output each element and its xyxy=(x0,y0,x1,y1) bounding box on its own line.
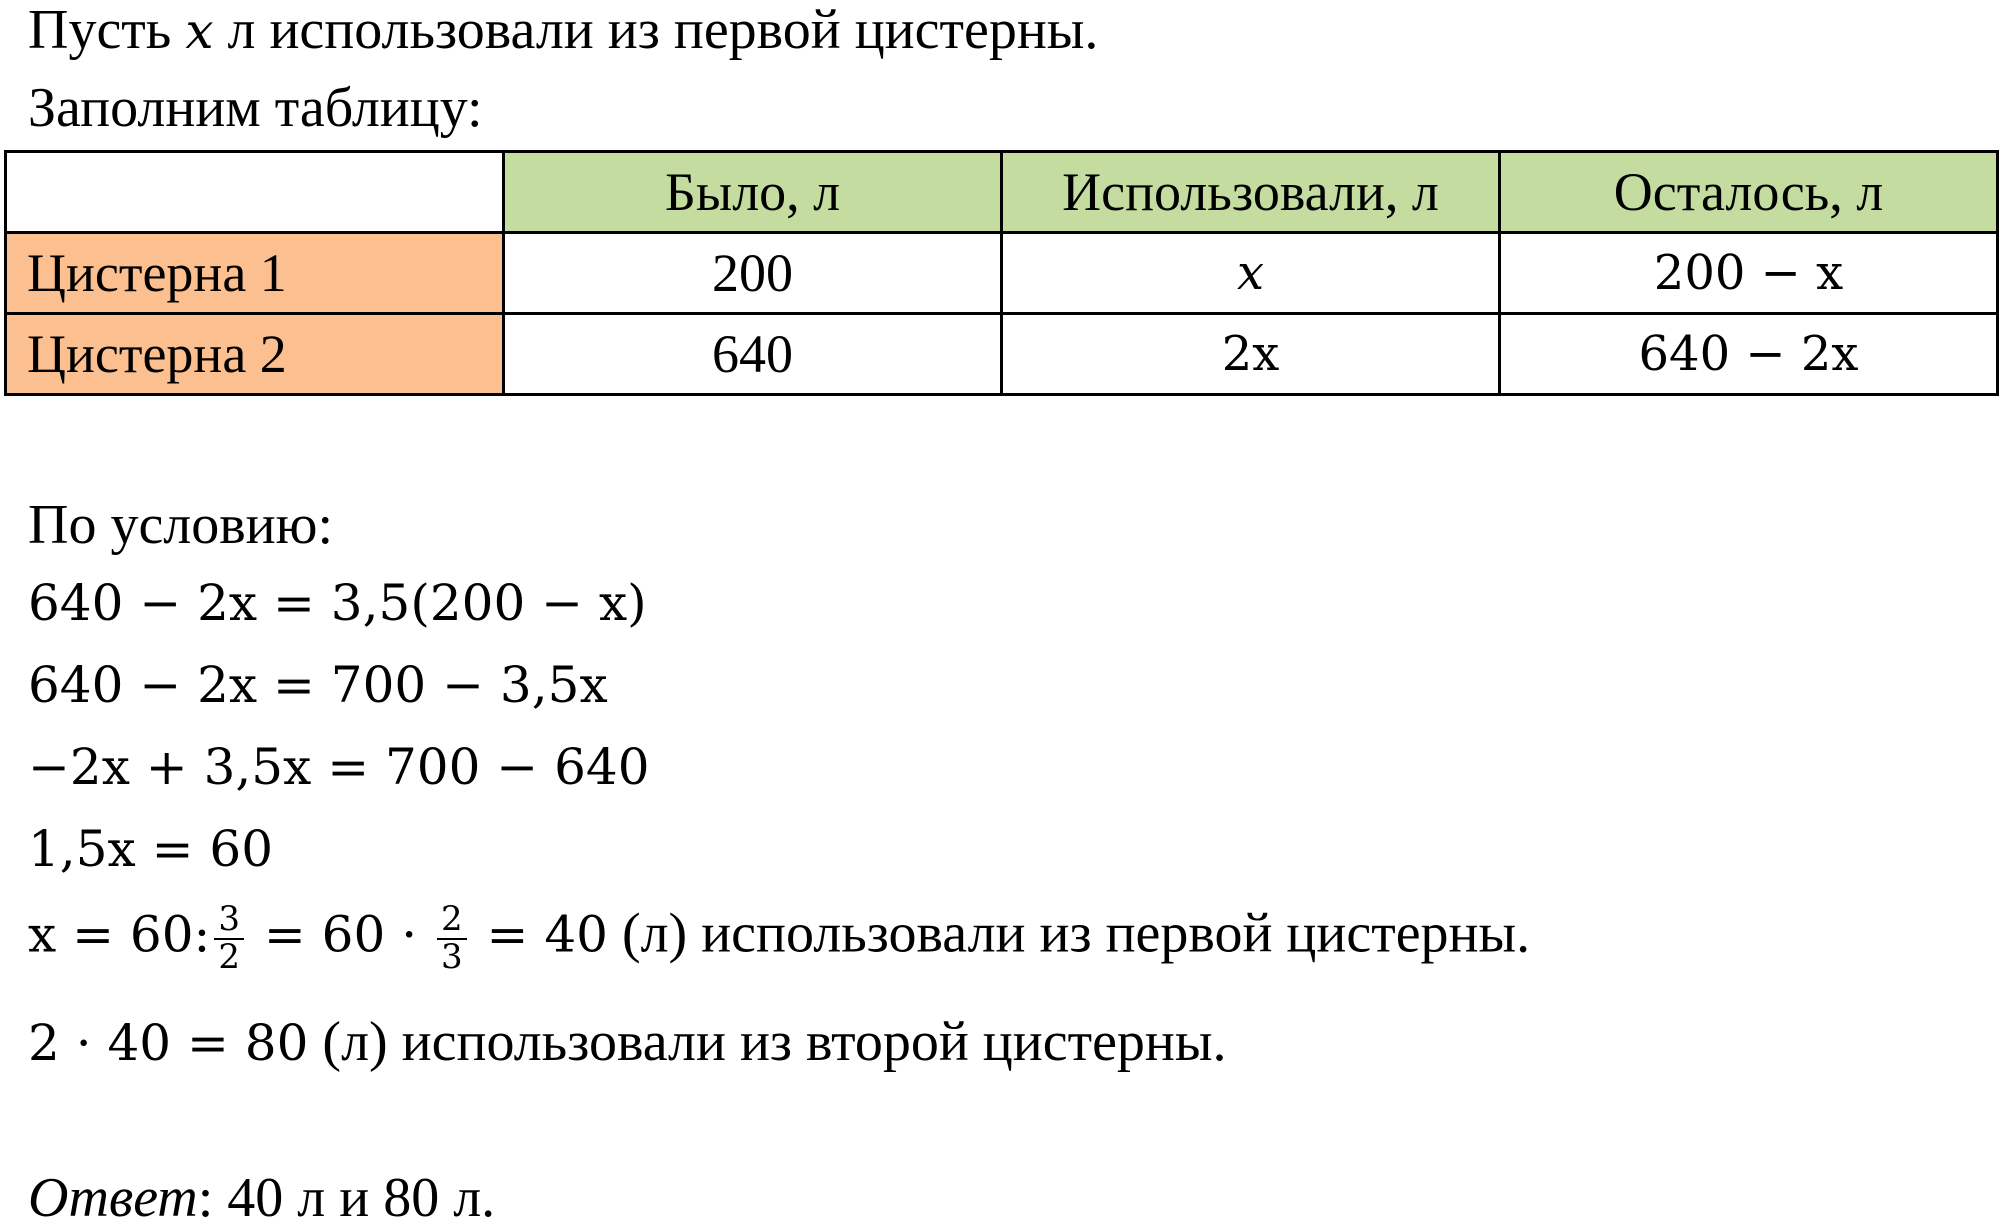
equation-5 xyxy=(28,899,1531,977)
table-cell-was: 640 xyxy=(504,314,1002,395)
table-cell-used: 2x xyxy=(1002,314,1500,395)
equation-3: −2x + 3,5x = 700 − 640 xyxy=(28,738,650,796)
table-header-was: Было, л xyxy=(504,152,1002,233)
answer-text: : 40 л и 80 л. xyxy=(197,1167,496,1229)
answer-label: Ответ xyxy=(28,1167,198,1229)
equation-5-mid: = 60 · xyxy=(248,905,433,964)
intro-line-1 xyxy=(28,0,1099,61)
equation-5-pre: x = 60: xyxy=(28,905,211,964)
equation-6-text: (л) использовали из второй цистерны. xyxy=(308,1011,1227,1073)
fraction-numerator: 3 xyxy=(214,902,244,940)
answer-line xyxy=(28,1167,496,1229)
fraction-numerator: 2 xyxy=(437,902,467,940)
table-header-left: Осталось, л xyxy=(1500,152,1998,233)
equation-2: 640 − 2x = 700 − 3,5x xyxy=(28,656,608,714)
equation-6 xyxy=(28,1011,1227,1073)
intro-line-2: Заполним таблицу: xyxy=(28,77,483,139)
table-cell-left: 200 − x xyxy=(1500,233,1998,314)
table-cell-left: 640 − 2x xyxy=(1500,314,1998,395)
fraction-denominator: 3 xyxy=(441,936,463,977)
equation-1: 640 − 2x = 3,5(200 − x) xyxy=(28,574,647,632)
equation-5-post: = 40 xyxy=(470,905,608,964)
equation-5-text: (л) использовали из первой цистерны. xyxy=(607,902,1531,965)
data-table xyxy=(4,150,1999,396)
intro-line-1-post: л использовали из первой цистерны. xyxy=(213,0,1099,61)
fraction-denominator: 2 xyxy=(218,936,240,977)
equation-6-math: 2 · 40 = 80 xyxy=(28,1014,309,1072)
table-cell-used: x xyxy=(1002,233,1500,314)
table-row-label: Цистерна 2 xyxy=(6,314,504,395)
intro-line-1-pre: Пусть xyxy=(28,0,186,61)
condition-label: По условию: xyxy=(28,494,334,556)
intro-variable: x xyxy=(185,2,214,60)
table-corner-cell xyxy=(6,152,504,233)
equation-4: 1,5x = 60 xyxy=(28,820,274,878)
table-row-label: Цистерна 1 xyxy=(6,233,504,314)
table-row xyxy=(6,233,1998,314)
table-header-row xyxy=(6,152,1998,233)
table-cell-was: 200 xyxy=(504,233,1002,314)
fraction-three-halves xyxy=(214,899,244,977)
fraction-two-thirds xyxy=(437,899,467,977)
table-row xyxy=(6,314,1998,395)
table-header-used: Использовали, л xyxy=(1002,152,1500,233)
